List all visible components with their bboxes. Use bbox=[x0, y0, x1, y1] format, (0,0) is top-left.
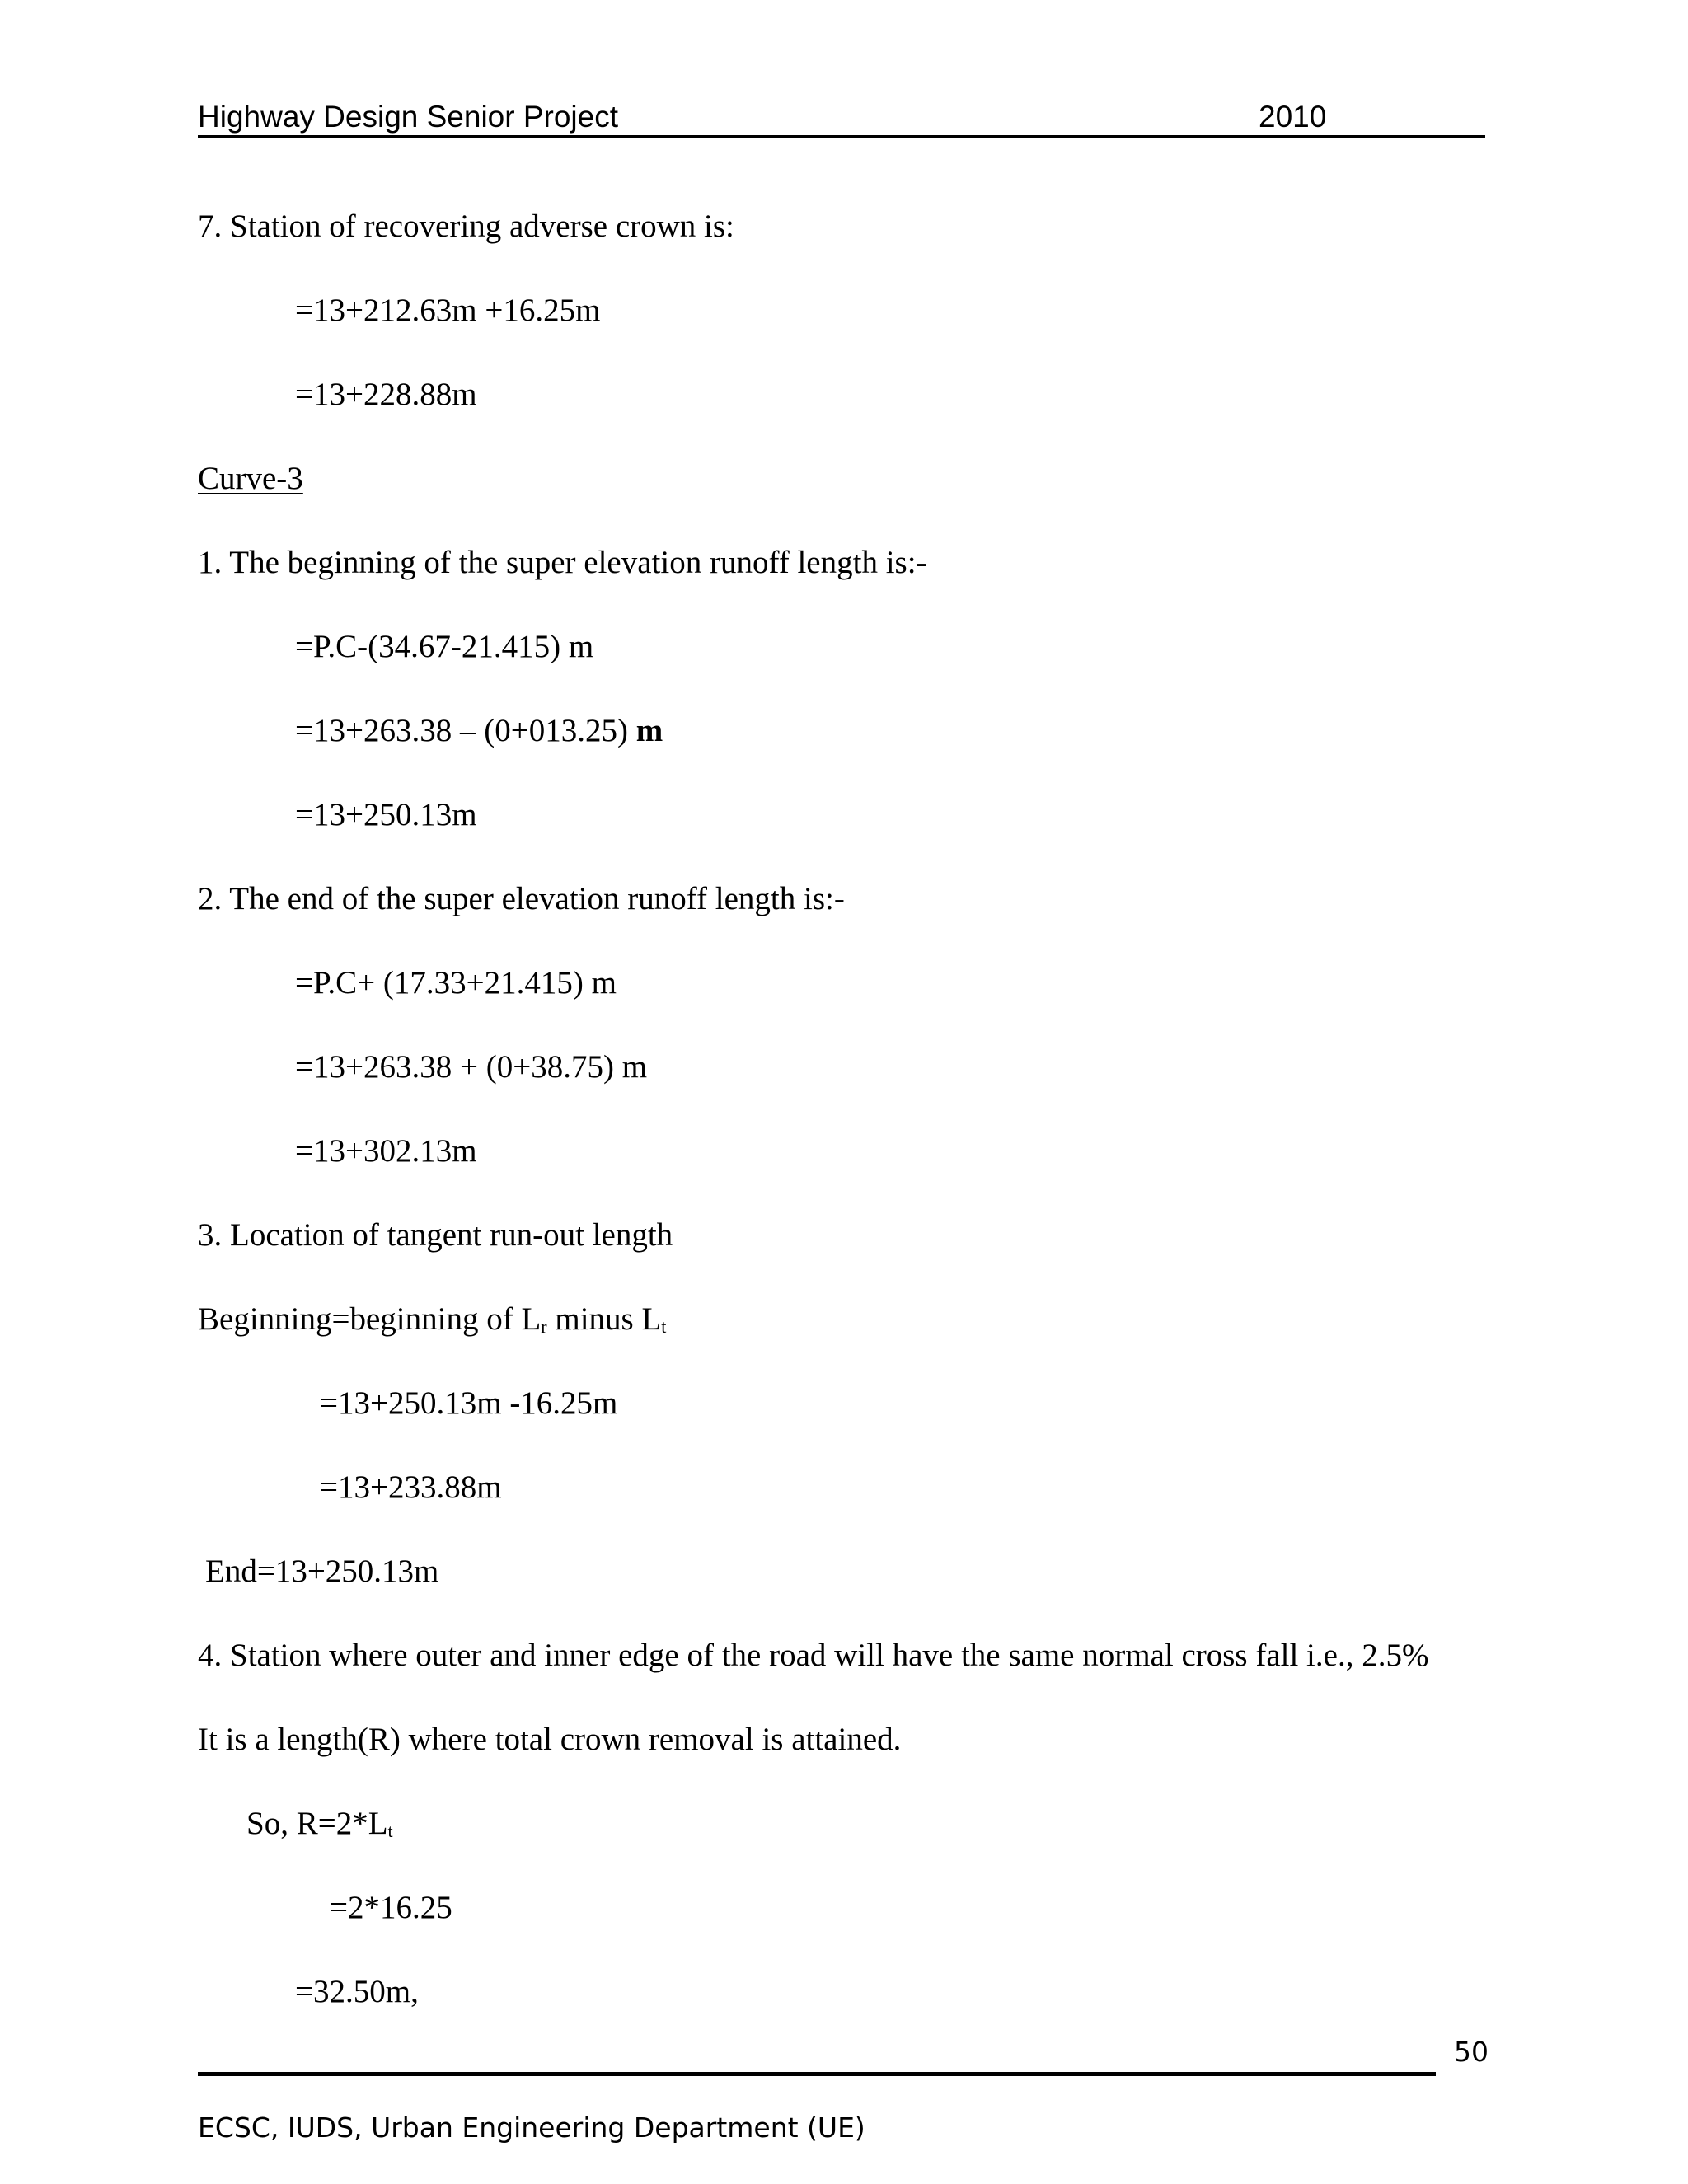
header-rule bbox=[198, 135, 1485, 138]
step-3-calc-1: =13+250.13m -16.25m bbox=[320, 1385, 618, 1421]
step-3-minus-text: minus L bbox=[546, 1301, 662, 1337]
step-1-calc-2-text: =13+263.38 – (0+013.25) bbox=[295, 713, 636, 748]
step-1-calc-2 bbox=[295, 710, 663, 752]
step-7-result: =13+228.88m bbox=[295, 377, 477, 412]
step-4-sub-t: t bbox=[387, 1821, 393, 1841]
step-1-calc-2-unit: m bbox=[635, 713, 663, 748]
step-2-calc-1: =P.C+ (17.33+21.415) m bbox=[295, 965, 617, 1001]
step-4-formula bbox=[246, 1803, 393, 1844]
step-1-heading: 1. The beginning of the super elevation runoff length is:- bbox=[198, 545, 927, 580]
step-4-formula-text: So, R=2*L bbox=[246, 1806, 388, 1841]
step-4-explanation: It is a length(R) where total crown removal is attained. bbox=[198, 1722, 902, 1757]
step-3-sub-r: r bbox=[541, 1316, 547, 1337]
header-title: Highway Design Senior Project bbox=[198, 100, 619, 134]
footer-rule bbox=[198, 2072, 1436, 2076]
step-1-result: =13+250.13m bbox=[295, 797, 477, 832]
step-4-calc-1: =2*16.25 bbox=[330, 1890, 452, 1925]
step-7-calc-1: =13+212.63m +16.25m bbox=[295, 293, 601, 328]
step-7-heading: 7. Station of recovering adverse crown is: bbox=[198, 209, 734, 244]
header-year: 2010 bbox=[1259, 100, 1327, 134]
step-1-calc-1: =P.C-(34.67-21.415) m bbox=[295, 629, 594, 664]
footer-text: ECSC, IUDS, Urban Engineering Department (UE) bbox=[198, 2111, 865, 2144]
step-3-beginning-text: Beginning=beginning of L bbox=[198, 1301, 542, 1337]
step-4-result: =32.50m, bbox=[295, 1974, 419, 2009]
step-2-result: =13+302.13m bbox=[295, 1133, 477, 1169]
step-2-heading: 2. The end of the super elevation runoff length is:- bbox=[198, 881, 845, 916]
step-3-beginning bbox=[198, 1299, 666, 1340]
curve-3-heading: Curve-3 bbox=[198, 461, 303, 496]
page-number: 50 bbox=[1454, 2036, 1489, 2068]
step-3-end: End=13+250.13m bbox=[205, 1554, 439, 1589]
step-3-result: =13+233.88m bbox=[320, 1469, 502, 1505]
step-3-heading: 3. Location of tangent run-out length bbox=[198, 1217, 673, 1253]
step-2-calc-2: =13+263.38 + (0+38.75) m bbox=[295, 1049, 648, 1085]
step-4-heading: 4. Station where outer and inner edge of the road will have the same normal cross fall i.e., 2.5% bbox=[198, 1638, 1429, 1673]
step-3-sub-t: t bbox=[661, 1316, 667, 1337]
